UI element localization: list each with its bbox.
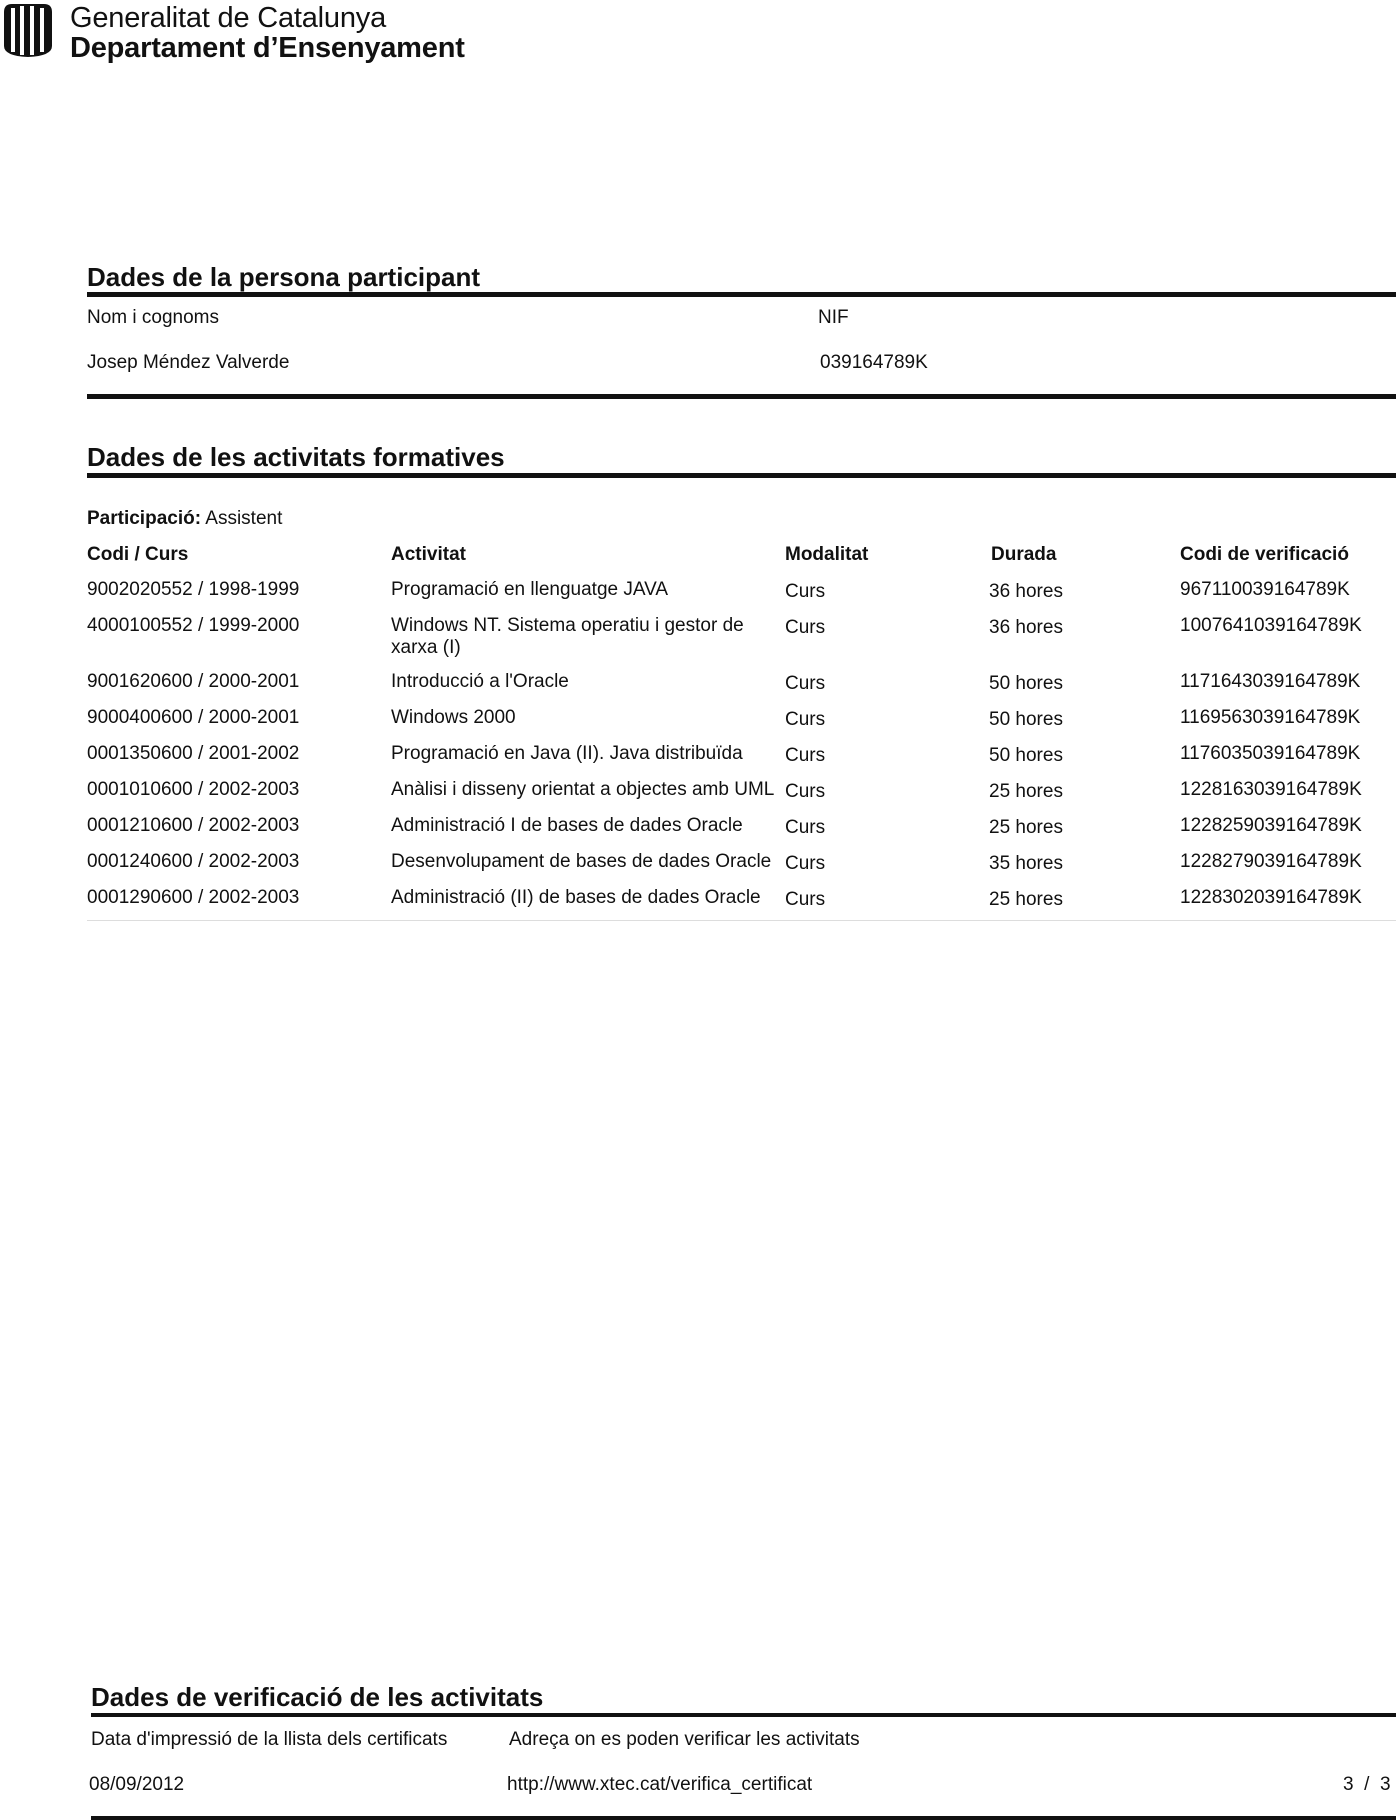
participation-value: Assistent: [205, 508, 283, 529]
row-mode-cell: Curs: [785, 853, 826, 874]
row-activity-cell: Windows 2000: [391, 707, 516, 728]
row-verification-cell: 1228259039164789K: [1180, 815, 1362, 836]
row-code-cell: 0001010600 / 2002-2003: [87, 779, 300, 800]
row-verification-cell: 967110039164789K: [1180, 579, 1350, 600]
table-row: [87, 811, 1396, 847]
row-mode-cell: Curs: [785, 581, 826, 602]
row-mode-cell: Curs: [785, 617, 826, 638]
row-verification-cell: 1228279039164789K: [1180, 851, 1362, 872]
table-row: [87, 847, 1396, 883]
table-row: [87, 667, 1396, 703]
verify-url-link[interactable]: http://www.xtec.cat/verifica_certificat: [507, 1774, 813, 1795]
row-duration-cell: 25 hores: [989, 889, 1063, 910]
row-code-cell: 9002020552 / 1998-1999: [87, 579, 300, 600]
row-verification-cell: 1228302039164789K: [1180, 887, 1362, 908]
row-code-cell: 4000100552 / 1999-2000: [87, 615, 300, 636]
row-code-cell: 0001240600 / 2002-2003: [87, 851, 300, 872]
table-end-divider: [87, 920, 1396, 921]
table-row: [87, 739, 1396, 775]
row-duration-cell: 25 hores: [989, 817, 1063, 838]
footer-divider: [91, 1816, 1396, 1820]
page-total: 3: [1379, 1774, 1391, 1795]
row-duration-cell: 25 hores: [989, 781, 1063, 802]
section-divider: [91, 1713, 1396, 1717]
row-activity-cell: Anàlisi i disseny orientat a objectes amb UML: [391, 779, 775, 800]
nif-value: 039164789K: [820, 352, 928, 373]
row-mode-cell: Curs: [785, 889, 826, 910]
row-activity-cell: Desenvolupament de bases de dades Oracle: [391, 851, 772, 872]
row-verification-cell: 1007641039164789K: [1180, 615, 1362, 636]
activities-table: [87, 540, 1396, 919]
participant-section-title: Dades de la persona participant: [87, 262, 481, 292]
row-code-cell: 9001620600 / 2000-2001: [87, 671, 300, 692]
column-header-code: Codi / Curs: [87, 544, 189, 565]
table-header-row: [87, 540, 1396, 575]
row-mode-cell: Curs: [785, 745, 826, 766]
print-date-label: Data d'impressió de la llista dels certificats: [91, 1729, 448, 1750]
row-mode-cell: Curs: [785, 781, 826, 802]
table-row: [87, 883, 1396, 919]
department-name: Departament d’Ensenyament: [70, 32, 465, 64]
row-activity-cell: Introducció a l'Oracle: [391, 671, 569, 692]
row-activity-cell: Programació en llenguatge JAVA: [391, 579, 669, 600]
name-label: Nom i cognoms: [87, 307, 219, 328]
page-indicator: [1343, 1774, 1391, 1796]
row-duration-cell: 36 hores: [989, 581, 1063, 602]
row-activity-cell: Administració I de bases de dades Oracle: [391, 815, 743, 836]
column-header-mode: Modalitat: [785, 544, 869, 565]
nif-label: NIF: [818, 307, 849, 328]
generalitat-logo-icon: [2, 2, 54, 58]
verification-section-title: Dades de verificació de les activitats: [91, 1682, 544, 1712]
row-verification-cell: 1176035039164789K: [1180, 743, 1361, 764]
row-duration-cell: 50 hores: [989, 673, 1063, 694]
row-mode-cell: Curs: [785, 817, 826, 838]
table-row: [87, 703, 1396, 739]
participation-line: [87, 508, 282, 530]
row-verification-cell: 1171643039164789K: [1180, 671, 1361, 692]
table-row: [87, 575, 1396, 611]
row-activity-cell: Programació en Java (II). Java distribuïda: [391, 743, 743, 764]
table-row: [87, 775, 1396, 811]
page-header: [0, 0, 600, 70]
row-duration-cell: 50 hores: [989, 745, 1063, 766]
page-current: 3: [1343, 1774, 1354, 1795]
section-divider: [87, 292, 1396, 297]
column-header-duration: Durada: [991, 544, 1057, 565]
section-divider: [87, 473, 1396, 478]
row-mode-cell: Curs: [785, 709, 826, 730]
row-code-cell: 0001350600 / 2001-2002: [87, 743, 300, 764]
row-verification-cell: 1228163039164789K: [1180, 779, 1362, 800]
organization-name: Generalitat de Catalunya: [70, 2, 387, 34]
table-row: [87, 611, 1396, 667]
name-value: Josep Méndez Valverde: [87, 352, 290, 373]
verify-url-label: Adreça on es poden verificar les activitats: [509, 1729, 860, 1750]
row-duration-cell: 36 hores: [989, 617, 1063, 638]
row-activity-cell: Windows NT. Sistema operatiu i gestor de xarxa (I): [391, 615, 744, 658]
row-activity-cell: Administració (II) de bases de dades Oracle: [391, 887, 761, 908]
row-duration-cell: 35 hores: [989, 853, 1063, 874]
row-code-cell: 9000400600 / 2000-2001: [87, 707, 300, 728]
row-mode-cell: Curs: [785, 673, 826, 694]
row-verification-cell: 1169563039164789K: [1180, 707, 1361, 728]
row-code-cell: 0001290600 / 2002-2003: [87, 887, 300, 908]
row-code-cell: 0001210600 / 2002-2003: [87, 815, 300, 836]
participation-label: Participació:: [87, 508, 202, 529]
page-separator: /: [1364, 1774, 1370, 1795]
activities-section-title: Dades de les activitats formatives: [87, 442, 505, 472]
row-duration-cell: 50 hores: [989, 709, 1063, 730]
print-date-value: 08/09/2012: [89, 1774, 185, 1795]
column-header-verification: Codi de verificació: [1180, 544, 1349, 565]
section-divider: [87, 394, 1396, 399]
column-header-activity: Activitat: [391, 544, 466, 565]
